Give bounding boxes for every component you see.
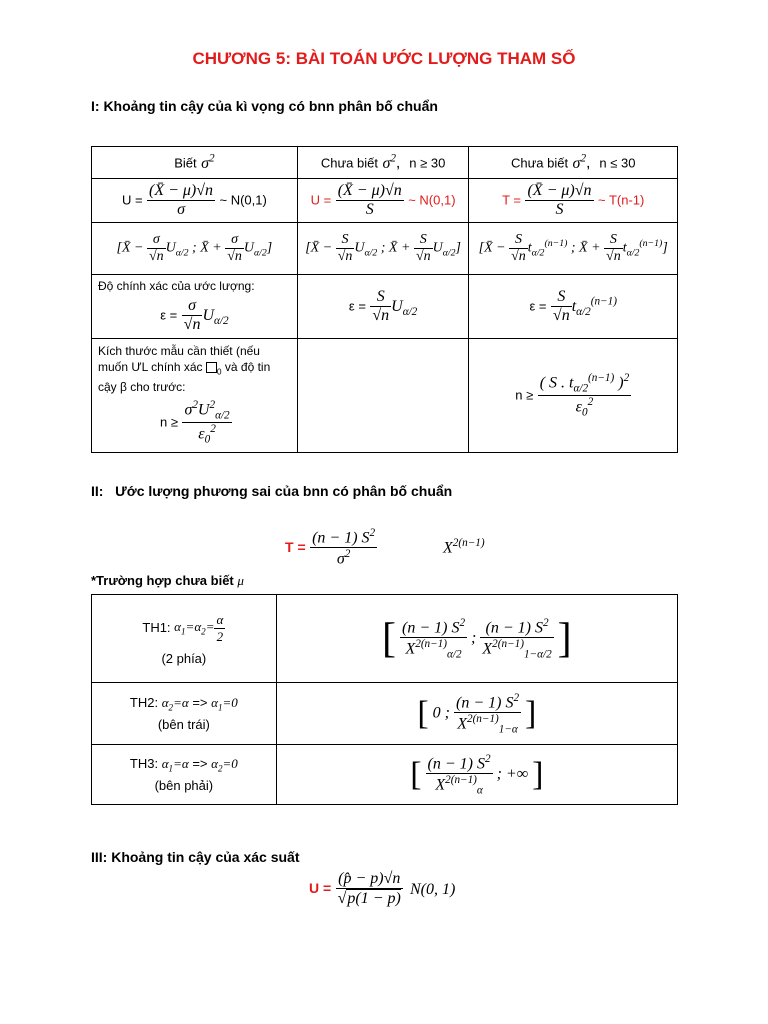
- section1-heading: I: Khoảng tin cậy của kì vọng có bnn phân bố chuẩn: [91, 98, 438, 114]
- n-small-formula: $\frac{( S . t_{\alpha/2}^{(n-1)} )^2}{\varepsilon_0^2}$: [539, 372, 630, 419]
- variance-statistic: [285, 527, 377, 569]
- normal-dist: N(0, 1): [410, 881, 456, 898]
- n-geq-label: n ≥: [160, 414, 178, 430]
- epsilon-box-icon: [206, 362, 217, 373]
- table-row: TH1: $\alpha_1=\alpha_2=$ $\frac{\alpha}{2}$ (2 phía) [ $\frac{(n - 1) S^2}{X^{2(n-1)}_{\alpha/2}}$ ; $\frac{(n - 1) S^2}{X^{2(n-1)}_{1-\alpha/2}}$ ]: [92, 595, 678, 683]
- u2-formula: $\frac{(X̄ - \mu)√n}{S}$: [337, 182, 402, 218]
- u-prop-formula: $\frac{(p̂ - p)√n}{√p(1 - p)}$: [337, 870, 401, 907]
- t-var-prefix: T =: [285, 539, 306, 556]
- u2-prefix: U =: [310, 192, 332, 208]
- table-header-row: Biết $\sigma^2$ Chưa biết $\sigma^2$, n ≥ 30 Chưa biết $\sigma^2$, n ≤ 30: [92, 147, 678, 179]
- section2-heading: II: Ước lượng phương sai của bnn có phân bố chuẩn: [91, 483, 453, 499]
- th3-label: TH3:: [129, 756, 159, 772]
- u-prefix: U =: [121, 192, 143, 208]
- table-row: TH2: $\alpha_2=\alpha => \alpha_1=0$ (bên trái) [ 0 ; $\frac{(n - 1) S^2}{X^{2(n-1)}_{1-\alpha}}$ ]: [92, 683, 678, 745]
- u-formula: $\frac{(X̄ - \mu)√n}{\sigma}$: [149, 182, 214, 218]
- u-prop-prefix: U =: [309, 880, 332, 897]
- ci-known-sigma: [X̄ − $\frac{\sigma}{√n}$ $U_{\alpha/2}$ ; X̄ + $\frac{\sigma}{√n}$ $U_{\alpha/2}$]: [92, 223, 298, 275]
- th1-note: (2 phía): [161, 650, 207, 666]
- t-formula: $\frac{(X̄ - \mu)√n}{S}$: [527, 182, 592, 218]
- table-row: [92, 179, 678, 223]
- sample-size-label: Kích thước mẫu cần thiết (nếu muốn ƯL chính xác: [98, 344, 260, 374]
- col3-cond: n ≤ 30: [599, 155, 636, 171]
- col3-header: Chưa biết: [510, 155, 569, 171]
- ci-large-n: [X̄ − $\frac{S}{√n}$ $U_{\alpha/2}$ ; X̄ + $\frac{S}{√n}$ $U_{\alpha/2}$]: [297, 223, 469, 275]
- th1-label: TH1:: [142, 619, 171, 635]
- page-title: CHƯƠNG 5: BÀI TOÁN ƯỚC LƯỢNG THAM SỐ: [192, 49, 576, 68]
- section2-subheading: *Trường hợp chưa biết μ: [91, 573, 244, 588]
- ci-small-n: [X̄ − $\frac{S}{√n}$ $t_{\alpha/2}^{(n-1)}$ ; X̄ + $\frac{S}{√n}$ $t_{\alpha/2}^{(n-1)}$]: [469, 223, 678, 275]
- n-known-formula: $\frac{\sigma^2U^2_{\alpha/2}}{\varepsilon_0^2}$: [184, 399, 230, 446]
- sample-size-label-2: và độ tin cậy β cho trước:: [98, 360, 271, 395]
- t-var-formula: $\frac{(n - 1) S^2}{\sigma^2}$: [312, 527, 376, 568]
- eps-label: ε =: [160, 307, 178, 323]
- eps-small-n: $\frac{S}{√n}$: [552, 288, 570, 324]
- table-row: [92, 223, 678, 275]
- precision-label: Độ chính xác của ước lượng:: [98, 279, 255, 293]
- section3-heading: III: Khoảng tin cậy của xác suất: [91, 849, 300, 865]
- t-prefix: T =: [502, 192, 522, 208]
- th2-note: (bên trái): [157, 716, 210, 732]
- table-row: Độ chính xác của ước lượng: ε = $\frac{\sigma}{√n}$ $U_{\alpha/2}$ ε = $\frac{S}{√n}$ $U_{\alpha/2}$ ε = $\frac{S}{√n}$ $t_{\alpha/2}^{(n-1)}$: [92, 275, 678, 339]
- t-dist: ~ T(n-1): [597, 192, 645, 208]
- eps-label-2: ε =: [348, 298, 366, 314]
- col2-cond: n ≥ 30: [409, 155, 446, 171]
- eps-label-3: ε =: [529, 298, 547, 314]
- u-dist: ~ N(0,1): [219, 192, 267, 208]
- u2-dist: ~ N(0,1): [408, 192, 456, 208]
- th3-note: (bên phải): [154, 777, 214, 793]
- chi-square-dist: $X^{2(n-1)}$: [443, 537, 485, 557]
- col1-header: Biết: [174, 155, 197, 171]
- th1-interval: [ $\frac{(n - 1) S^2}{X^{2(n-1)}_{\alpha/2}}$ ; $\frac{(n - 1) S^2}{X^{2(n-1)}_{1-\alpha/2}}$ ]: [276, 595, 677, 683]
- eps-known: $\frac{\sigma}{√n}$: [183, 297, 201, 333]
- th3-interval: [ $\frac{(n - 1) S^2}{X^{2(n-1)}_\alpha}$ ; +∞ ]: [276, 745, 677, 805]
- section2-table: [91, 594, 678, 805]
- th2-interval: [ 0 ; $\frac{(n - 1) S^2}{X^{2(n-1)}_{1-\alpha}}$ ]: [276, 683, 677, 745]
- section2-heading-text: Ước lượng phương sai của bnn có phân bố chuẩn: [115, 483, 453, 499]
- n-geq-label-2: n ≥: [515, 387, 534, 403]
- th2-label: TH2:: [129, 695, 159, 711]
- proportion-statistic: [309, 870, 403, 908]
- col2-header: Chưa biết: [320, 155, 378, 171]
- section1-table: [91, 146, 678, 453]
- table-row: Kích thước mẫu cần thiết (nếu muốn ƯL chính xác $_0$ và độ tin cậy β cho trước: n ≥ $\frac{\sigma^2U^2_{\alpha/2}}{\varepsilon_0^2}$ n ≥ $\frac{( S . t_{\alpha/2}^{(n-1)} )^2}{\varepsilon_0^2}$: [92, 339, 678, 453]
- table-row: TH3: $\alpha_1=\alpha => \alpha_2=0$ (bên phải) [ $\frac{(n - 1) S^2}{X^{2(n-1)}_\alpha}$ ; +∞ ]: [92, 745, 678, 805]
- eps-large-n: $\frac{S}{√n}$: [372, 288, 390, 324]
